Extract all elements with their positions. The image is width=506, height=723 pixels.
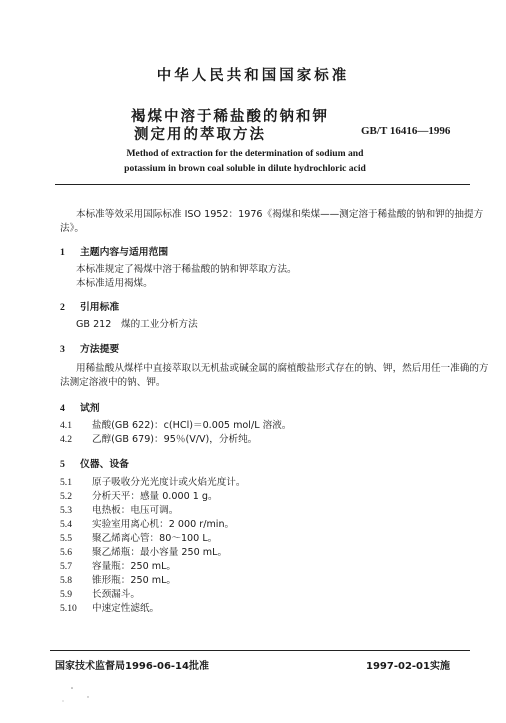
list-item — [60, 504, 178, 518]
intro-line-2: 法》。 — [60, 223, 84, 234]
item-number: 5.3 — [60, 505, 72, 516]
item-text: 锥形瓶：250 mL。 — [92, 575, 177, 586]
item-number: 5.10 — [60, 603, 77, 614]
standard-number: GB/T 16416—1996 — [361, 125, 451, 137]
item-text: 原子吸收分光光度计或火焰光度计。 — [92, 477, 246, 488]
item-number: 5.5 — [60, 533, 72, 544]
implementation-date: 1997-02-01实施 — [366, 661, 450, 672]
section-title: 仪器、设备 — [80, 459, 129, 470]
list-item — [60, 476, 246, 490]
list-item — [60, 532, 217, 546]
section-3-paragraph-2: 法测定溶液中的钠、钾。 — [60, 377, 166, 388]
intro-line-1: 本标准等效采用国际标准 ISO 1952：1976《褐煤和柴煤——测定溶于稀盐酸的钠和钾的抽提方 — [76, 209, 484, 220]
item-text: 实验室用离心机：2 000 r/min。 — [92, 519, 235, 530]
english-title-line-1: Method of extraction for the determination of sodium and — [126, 148, 364, 159]
item-text: 容量瓶：250 mL。 — [92, 561, 177, 572]
item-number: 4.2 — [60, 434, 72, 445]
national-standard-heading: 中华人民共和国国家标准 — [156, 68, 350, 84]
item-text: 聚乙烯瓶：最小容量 250 mL。 — [92, 547, 228, 558]
list-item — [60, 588, 140, 602]
section-heading-5 — [60, 456, 129, 470]
section-1-paragraph-1: 本标准规定了褐煤中溶于稀盐酸的钠和钾萃取方法。 — [76, 264, 297, 275]
item-number: 4.1 — [60, 420, 72, 431]
item-text: 聚乙烯离心管：80～100 L。 — [92, 533, 218, 544]
section-number: 3 — [60, 344, 65, 355]
approval-date: 国家技术监督局1996-06-14批准 — [55, 661, 209, 672]
section-1-paragraph-2: 本标准适用褐煤。 — [76, 278, 153, 289]
section-heading-1 — [60, 244, 168, 258]
item-text: 盐酸(GB 622)：c(HCl)＝0.005 mol/L 溶液。 — [92, 420, 292, 431]
item-text: 电热板：电压可调。 — [92, 505, 179, 516]
document-title-line-1: 褐煤中溶于稀盐酸的钠和钾 — [131, 109, 329, 125]
section-heading-2 — [60, 299, 119, 313]
section-heading-4 — [60, 400, 100, 414]
list-item — [60, 490, 218, 504]
item-text: 长颈漏斗。 — [92, 589, 140, 600]
scan-specks — [0, 670, 506, 710]
item-number: 5.2 — [60, 491, 72, 502]
list-item — [60, 560, 176, 574]
list-item — [60, 518, 234, 532]
list-item — [60, 433, 257, 447]
section-title: 主题内容与适用范围 — [80, 247, 169, 258]
item-text: 中速定性滤纸。 — [92, 603, 160, 614]
header-divider — [55, 184, 470, 185]
item-number: 5.8 — [60, 575, 72, 586]
item-number: 5.4 — [60, 519, 72, 530]
section-heading-3 — [60, 341, 119, 355]
section-number: 5 — [60, 459, 65, 470]
item-number: 5.7 — [60, 561, 72, 572]
document-title-line-2: 测定用的萃取方法 — [134, 127, 266, 143]
section-number: 4 — [60, 403, 65, 414]
item-number: 5.6 — [60, 547, 72, 558]
list-item — [60, 419, 291, 433]
section-2-paragraph-1: GB 212 煤的工业分析方法 — [76, 319, 198, 330]
item-number: 5.9 — [60, 589, 72, 600]
item-number: 5.1 — [60, 477, 72, 488]
footer-divider — [50, 650, 470, 651]
list-item — [60, 574, 176, 588]
list-item — [60, 546, 227, 560]
section-number: 2 — [60, 302, 65, 313]
section-number: 1 — [60, 247, 65, 258]
section-title: 引用标准 — [80, 302, 120, 313]
section-title: 试剂 — [80, 403, 100, 414]
english-title-line-2: potassium in brown coal soluble in dilute hydrochloric acid — [124, 163, 366, 174]
section-3-paragraph-1: 用稀盐酸从煤样中直接萃取以无机盐或碱金属的腐植酸盐形式存在的钠、钾，然后用任一准确的方 — [76, 363, 489, 374]
item-text: 乙醇(GB 679)：95％(V/V)，分析纯。 — [92, 434, 258, 445]
section-title: 方法提要 — [80, 344, 120, 355]
list-item — [60, 602, 159, 616]
item-text: 分析天平：感量 0.000 1 g。 — [92, 491, 218, 502]
